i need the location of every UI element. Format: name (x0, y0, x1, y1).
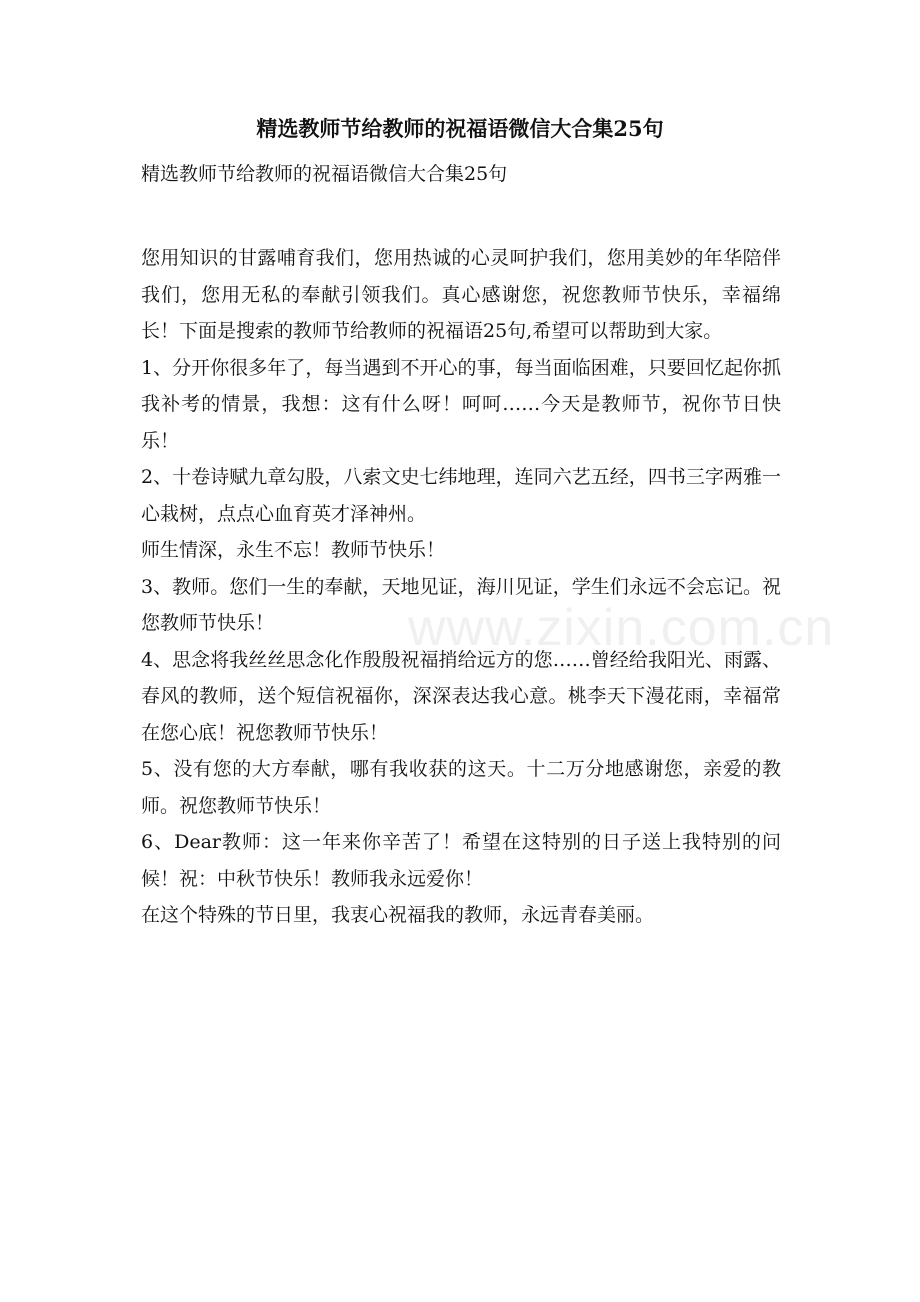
wish-2-paragraph: 2、十卷诗赋九章勾股，八索文史七纬地理，连同六艺五经，四书三字两雅一心栽树，点点心血育英才泽神州。 (141, 466, 781, 525)
wish-2-continuation: 师生情深，永生不忘！教师节快乐！ (141, 539, 446, 561)
wish-6-paragraph: 6、Dear教师：这一年来你辛苦了！希望在这特别的日子送上我特别的问候！祝：中秋节快乐！教师我永远爱你！ (141, 831, 781, 890)
wish-5-paragraph: 5、没有您的大方奉献，哪有我收获的这天。十二万分地感谢您，亲爱的教师。祝您教师节快乐！ (141, 758, 781, 817)
wish-3-paragraph: 3、教师。您们一生的奉献，天地见证，海川见证，学生们永远不会忘记。祝您教师节快乐！ (141, 575, 781, 634)
closing-paragraph: 在这个特殊的节日里，我衷心祝福我的教师，永远青春美丽。 (141, 904, 655, 926)
document-subtitle: 精选教师节给教师的祝福语微信大合集25句 (141, 163, 508, 185)
document-title: 精选教师节给教师的祝福语微信大合集25句 (256, 116, 664, 141)
document-body (141, 240, 781, 934)
wish-1-paragraph: 1、分开你很多年了，每当遇到不开心的事，每当面临困难，只要回忆起你抓我补考的情景，我想：这有什么呀！呵呵……今天是教师节，祝你节日快乐！ (141, 356, 781, 452)
watermark: www.zixin.com.cn (408, 599, 835, 657)
wish-4-paragraph: 4、思念将我丝丝思念化作殷殷祝福捎给远方的您……曾经给我阳光、雨露、春风的教师，送个短信祝福你，深深表达我心意。桃李天下漫花雨，幸福常在您心底！祝您教师节快乐！ (141, 648, 781, 744)
intro-paragraph: 您用知识的甘露哺育我们，您用热诚的心灵呵护我们，您用美妙的年华陪伴我们，您用无私的奉献引领我们。真心感谢您，祝您教师节快乐，幸福绵长！下面是搜索的教师节给教师的祝福语25句,希望可以帮助到大家。 (141, 247, 781, 342)
